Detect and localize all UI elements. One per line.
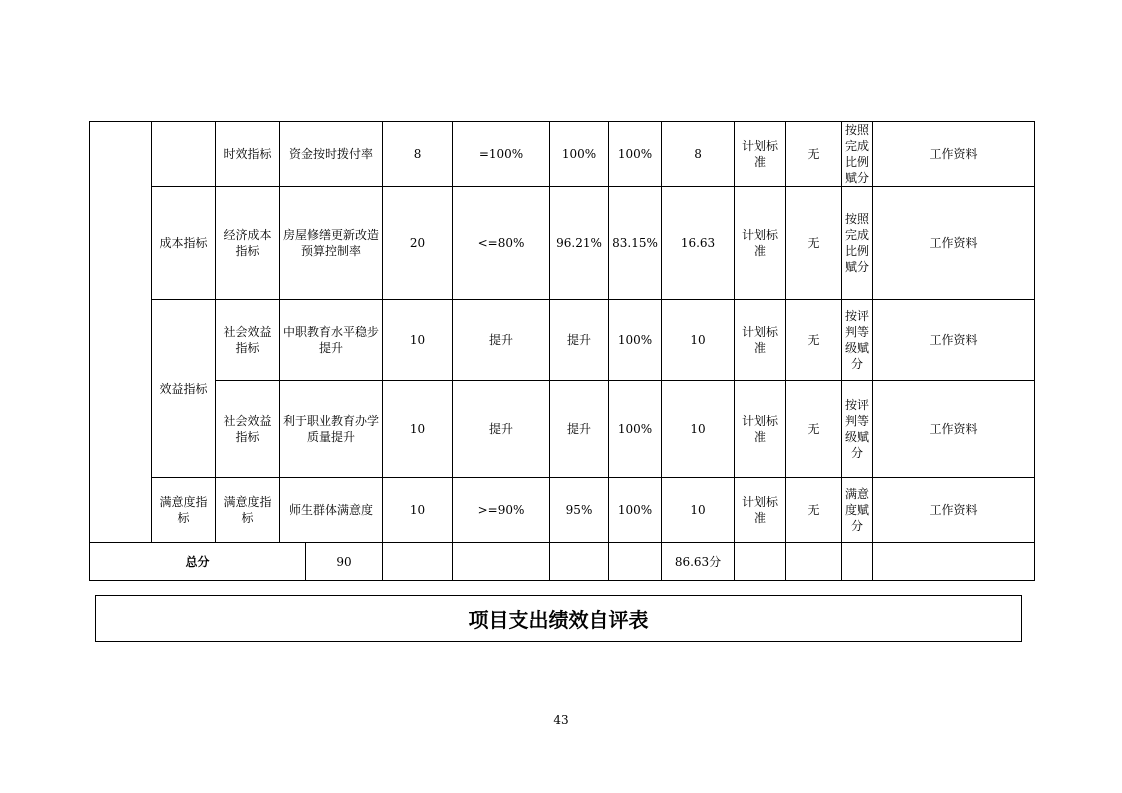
- level2-cell: [152, 122, 216, 187]
- method-cell: 按评判等级赋分: [842, 300, 873, 381]
- method-cell: 满意度赋分: [842, 478, 873, 543]
- level2-cell: 满意度指标: [152, 478, 216, 543]
- level1-cell: [90, 122, 152, 543]
- total-score: 86.63分: [662, 543, 735, 581]
- standard-cell: 计划标准: [735, 122, 786, 187]
- indicator-cell: 资金按时拨付率: [280, 122, 383, 187]
- weight-cell: 8: [383, 122, 453, 187]
- target-cell: <=80%: [453, 187, 550, 300]
- level3-cell: 时效指标: [216, 122, 280, 187]
- level2-cell: 成本指标: [152, 187, 216, 300]
- level2-cell: 效益指标: [152, 300, 216, 478]
- method-cell: 按照完成比例赋分: [842, 122, 873, 187]
- rate-cell: 100%: [609, 478, 662, 543]
- empty-cell: [609, 543, 662, 581]
- section-title: 项目支出绩效自评表: [468, 608, 649, 632]
- level3-cell: 经济成本指标: [216, 187, 280, 300]
- performance-table: [89, 121, 1035, 581]
- target-cell: 提升: [453, 381, 550, 478]
- indicator-cell: 利于职业教育办学质量提升: [280, 381, 383, 478]
- empty-cell: [453, 543, 550, 581]
- table-row: [90, 122, 1035, 187]
- table-row: [90, 300, 1035, 381]
- standard-cell: 计划标准: [735, 381, 786, 478]
- source-cell: 工作资料: [873, 381, 1035, 478]
- table-row: [90, 187, 1035, 300]
- deviation-cell: 无: [786, 187, 842, 300]
- rate-cell: 100%: [609, 300, 662, 381]
- weight-cell: 10: [383, 381, 453, 478]
- source-cell: 工作资料: [873, 478, 1035, 543]
- table-row: [90, 381, 1035, 478]
- target-cell: 提升: [453, 300, 550, 381]
- score-cell: 10: [662, 300, 735, 381]
- empty-cell: [873, 543, 1035, 581]
- empty-cell: [842, 543, 873, 581]
- method-cell: 按照完成比例赋分: [842, 187, 873, 300]
- empty-cell: [383, 543, 453, 581]
- target-cell: =100%: [453, 122, 550, 187]
- deviation-cell: 无: [786, 478, 842, 543]
- actual-cell: 提升: [550, 300, 609, 381]
- source-cell: 工作资料: [873, 122, 1035, 187]
- empty-cell: [550, 543, 609, 581]
- section-title-box: [95, 595, 1022, 642]
- rate-cell: 100%: [609, 381, 662, 478]
- score-cell: 8: [662, 122, 735, 187]
- indicator-cell: 中职教育水平稳步提升: [280, 300, 383, 381]
- page-number: 43: [553, 713, 569, 727]
- score-cell: 10: [662, 381, 735, 478]
- standard-cell: 计划标准: [735, 478, 786, 543]
- rate-cell: 83.15%: [609, 187, 662, 300]
- empty-cell: [735, 543, 786, 581]
- standard-cell: 计划标准: [735, 300, 786, 381]
- source-cell: 工作资料: [873, 300, 1035, 381]
- total-label: 总分: [90, 543, 306, 581]
- actual-cell: 100%: [550, 122, 609, 187]
- level3-cell: 满意度指标: [216, 478, 280, 543]
- deviation-cell: 无: [786, 300, 842, 381]
- deviation-cell: 无: [786, 122, 842, 187]
- level3-cell: 社会效益指标: [216, 381, 280, 478]
- score-cell: 16.63: [662, 187, 735, 300]
- total-row: [90, 543, 1035, 581]
- rate-cell: 100%: [609, 122, 662, 187]
- target-cell: >=90%: [453, 478, 550, 543]
- level3-cell: 社会效益指标: [216, 300, 280, 381]
- total-weight: 90: [306, 543, 383, 581]
- actual-cell: 96.21%: [550, 187, 609, 300]
- empty-cell: [786, 543, 842, 581]
- weight-cell: 20: [383, 187, 453, 300]
- table-row: [90, 478, 1035, 543]
- source-cell: 工作资料: [873, 187, 1035, 300]
- method-cell: 按评判等级赋分: [842, 381, 873, 478]
- deviation-cell: 无: [786, 381, 842, 478]
- weight-cell: 10: [383, 478, 453, 543]
- actual-cell: 95%: [550, 478, 609, 543]
- standard-cell: 计划标准: [735, 187, 786, 300]
- score-cell: 10: [662, 478, 735, 543]
- weight-cell: 10: [383, 300, 453, 381]
- indicator-cell: 师生群体满意度: [280, 478, 383, 543]
- actual-cell: 提升: [550, 381, 609, 478]
- indicator-cell: 房屋修缮更新改造预算控制率: [280, 187, 383, 300]
